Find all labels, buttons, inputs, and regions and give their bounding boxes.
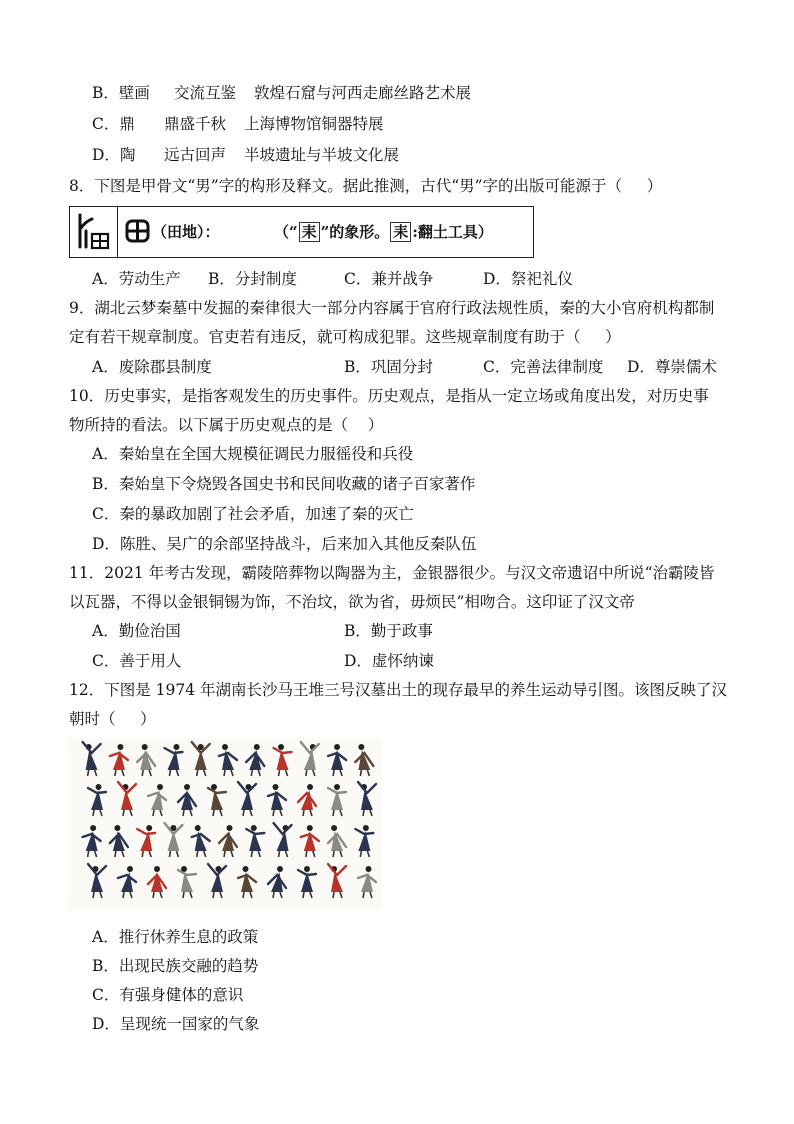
field-label: （田地）：: [152, 223, 220, 241]
daoyin-figure: [355, 744, 373, 776]
q10-option-c: C．秦的暴政加剧了社会矛盾，加速了秦的灭亡: [92, 505, 414, 523]
q7-option-b: [92, 82, 472, 104]
q9-stem-line2: 定有若干规章制度。官吏若有违反，就可构成犯罪。这些规章制度有助于（ ）: [69, 328, 621, 346]
daoyin-figure: [192, 742, 210, 776]
option-letter: B．: [92, 84, 119, 102]
daoyin-figure: [88, 864, 106, 898]
daoyin-figure: [238, 782, 256, 816]
daoyin-figure: [219, 825, 237, 857]
q12-stem-line2: 朝时（ ）: [69, 710, 156, 728]
q12-option-b: B．出现民族交融的趋势: [92, 957, 259, 975]
daoyin-figure: [268, 784, 286, 816]
daoyin-figure: [192, 825, 210, 857]
q10-stem-line1: 10．历史事实，是指客观发生的历史事件。历史观点，是指从一定立场或角度出发，对历史事: [69, 387, 709, 405]
lei-character: 耒: [299, 222, 320, 242]
option-col2: 交流互鉴: [174, 84, 237, 102]
q11-option-c: C．善于用人: [92, 652, 182, 670]
daoyin-figure: [268, 866, 286, 898]
q8-option-d: D．祭祀礼仪: [483, 270, 573, 288]
q10-option-a: A．秦始皇在全国大规模征调民力服徭役和兵役: [92, 445, 414, 463]
q12-option-a: A．推行休养生息的政策: [92, 928, 259, 946]
daoyin-figure: [164, 823, 182, 857]
daoyin-figure: [148, 784, 166, 816]
q9-stem-line1: 9．湖北云梦秦墓中发掘的秦律很大一部分内容属于官府行政法规性质，秦的大小官府机构都制: [69, 299, 715, 317]
daoyin-figure: [328, 784, 346, 816]
daoyin-figure: [301, 825, 319, 857]
daoyin-figure: [298, 784, 316, 816]
oracle-bone-nan-glyph: [70, 207, 118, 257]
daoyin-figure: [118, 866, 136, 898]
explanation-part2: ”的象形。: [320, 223, 390, 241]
daoyin-figure: [328, 864, 346, 898]
oracle-bone-glyph-box: [69, 206, 534, 258]
option-col2: 远古回声: [164, 146, 227, 164]
q10-option-b: B．秦始皇下令烧毁各国史书和民间收藏的诸子百家著作: [92, 475, 476, 493]
daoyin-figure: [358, 782, 376, 816]
option-col1: 鼎: [119, 115, 135, 133]
daoyin-figure: [208, 864, 226, 898]
daoyin-figure: [298, 866, 316, 898]
daoyin-figure: [328, 825, 346, 857]
q12-option-d: D．呈现统一国家的气象: [92, 1015, 260, 1033]
tian-field-glyph: [125, 218, 151, 248]
daoyin-figure: [355, 825, 373, 857]
q11-option-b: B．勤于政事: [344, 622, 433, 640]
option-col3: 半坡遗址与半坡文化展: [244, 146, 400, 164]
option-letter: C．: [92, 115, 120, 133]
daoyin-figure: [148, 866, 166, 898]
daoyin-figure: [208, 784, 226, 816]
daoyin-figure: [137, 744, 155, 776]
q8-option-b: B．分封制度: [208, 270, 297, 288]
q8-stem: 8．下图是甲骨文“男”字的构形及释文。据此推测，古代“男”字的出版可能源于（ ）: [69, 177, 663, 195]
daoyin-figure: [118, 782, 136, 816]
daoyin-figure: [246, 744, 264, 776]
daoyin-figure: [246, 825, 264, 857]
q9-option-d: D．尊崇儒术: [627, 358, 717, 376]
oracle-bone-nan-icon: [70, 207, 116, 257]
daoyin-figure: [178, 866, 196, 898]
daoyin-figure: [301, 742, 319, 776]
explanation-part3: :翻土工具）: [412, 223, 493, 241]
glyph-explanation: [274, 221, 493, 242]
lei-character: 耒: [390, 222, 411, 242]
option-letter: D．: [92, 146, 120, 164]
q11-stem-line1: 11．2021 年考古发现，霸陵陪葬物以陶器为主，金银器很少。与汉文帝遗诏中所说“治霸陵皆: [69, 564, 715, 582]
tian-field-icon: [125, 218, 151, 244]
option-col3: 上海博物馆铜器特展: [244, 115, 384, 133]
daoyin-figure: [274, 823, 292, 857]
q9-option-a: A．废除郡县制度: [92, 358, 212, 376]
daoyin-figures-illustration: [68, 738, 382, 910]
q12-option-c: C．有强身健体的意识: [92, 986, 244, 1004]
daoyin-figure: [164, 744, 182, 776]
option-col3: 敦煌石窟与河西走廊丝路艺术展: [254, 84, 472, 102]
option-col1: 壁画: [118, 84, 150, 102]
q8-option-c: C．兼并战争: [344, 270, 434, 288]
daoyin-figure: [274, 744, 292, 776]
option-col1: 陶: [119, 146, 136, 164]
q11-option-a: A．勤俭治国: [92, 622, 181, 640]
daoyin-figure: [110, 825, 128, 857]
daoyin-figure: [110, 744, 128, 776]
option-col2: 鼎盛千秋: [164, 115, 227, 133]
daoyin-figure: [219, 744, 237, 776]
daoyin-figure: [88, 784, 106, 816]
q10-option-d: D．陈胜、吴广的余部坚持战斗，后来加入其他反秦队伍: [92, 535, 477, 553]
q11-option-d: D．虚怀纳谏: [344, 652, 434, 670]
q9-option-b: B．巩固分封: [344, 358, 433, 376]
daoyin-figure: [83, 742, 101, 776]
explanation-part1: （“: [274, 223, 298, 241]
q11-stem-line2: 以瓦器，不得以金银铜锡为饰，不治坟，欲为省，毋烦民”相吻合。这印证了汉文帝: [69, 593, 635, 611]
daoyin-figure: [238, 866, 256, 898]
daoyin-figure: [83, 825, 101, 857]
daoyin-figure: [328, 744, 346, 776]
q10-stem-line2: 物所持的看法。以下属于历史观点的是（ ）: [69, 416, 384, 434]
q9-option-c: C．完善法律制度: [483, 358, 604, 376]
q7-option-c: [92, 113, 384, 135]
daoyin-figure: [137, 825, 155, 857]
mawangdui-daoyin-chart-image: [68, 738, 382, 910]
daoyin-figure: [178, 784, 196, 816]
q12-stem-line1: 12．下图是 1974 年湖南长沙马王堆三号汉墓出土的现存最早的养生运动导引图。该图反映了汉: [69, 681, 728, 699]
q7-option-d: [92, 144, 400, 166]
daoyin-figure: [358, 866, 376, 898]
q8-option-a: A．劳动生产: [92, 270, 181, 288]
